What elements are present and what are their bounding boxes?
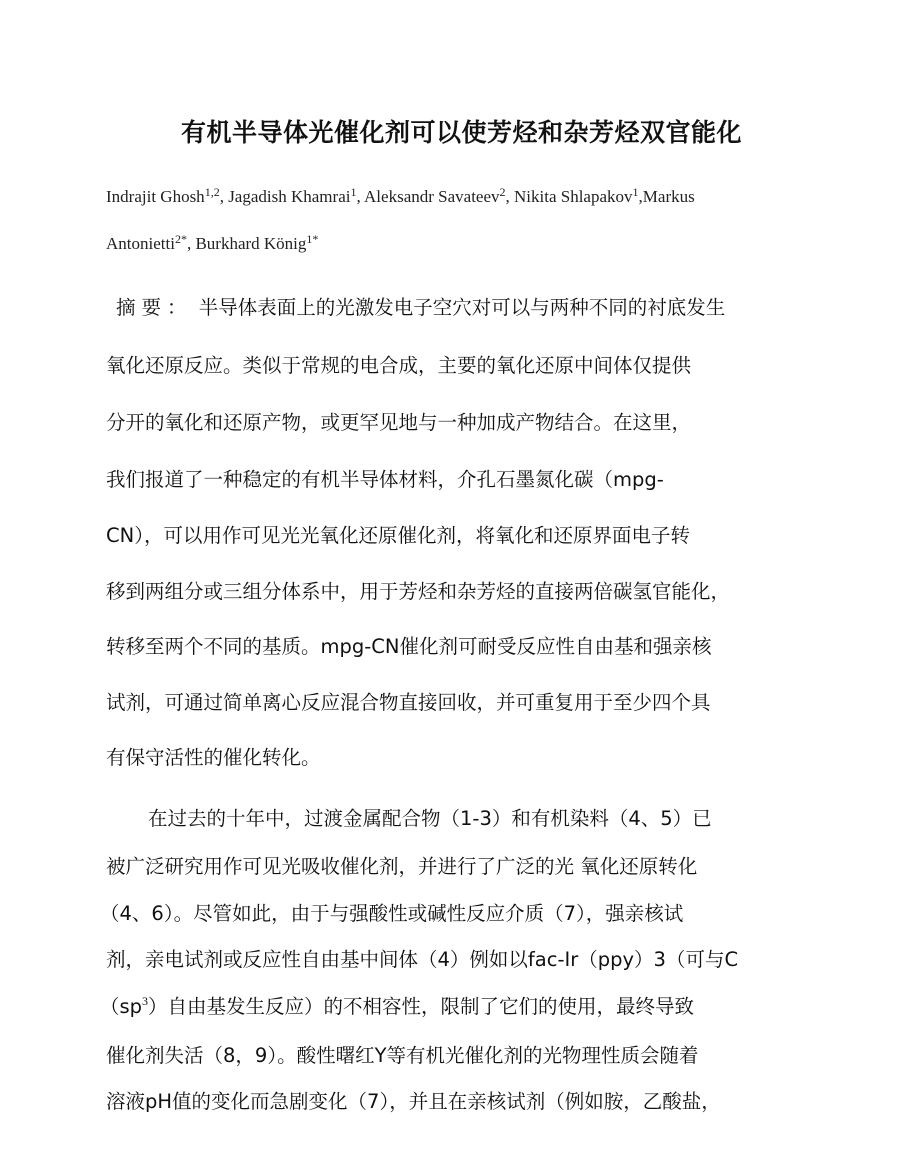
body-text: ）自由基发生反应）的不相容性，限制了它们的使用，最终导致 (148, 995, 695, 1018)
body-line: 催化剂失活（8，9）。酸性曙红Y等有机光催化剂的光物理性质会随着 (106, 1044, 699, 1067)
author-name: , Nikita Shlapakov (505, 187, 633, 206)
superscript: 3 (142, 994, 149, 1008)
abstract-line: 移到两组分或三组分体系中，用于芳烃和杂芳烃的直接两倍碳氢官能化， (106, 580, 731, 603)
body-text: （sp (100, 995, 143, 1018)
author-name: Indrajit Ghosh (106, 187, 205, 206)
body-line: 被广泛研究用作可见光吸收催化剂，并进行了广泛的光 氧化还原转化 (106, 855, 698, 878)
author-name: , Burkhard König (186, 234, 307, 253)
author-affiliation: 2* (174, 232, 187, 246)
author-affiliation: 1* (306, 232, 319, 246)
paper-title: 有机半导体光催化剂可以使芳烃和杂芳烃双官能化 (180, 118, 742, 147)
abstract-line: CN），可以用作可见光光氧化还原催化剂，将氧化和还原界面电子转 (106, 524, 690, 547)
abstract-line (116, 292, 725, 320)
abstract-line: 转移至两个不同的基质。mpg-CN催化剂可耐受反应性自由基和强亲核 (106, 635, 712, 658)
body-line: 在过去的十年中，过渡金属配合物（1-3）和有机染料（4、5）已 (148, 807, 712, 830)
author-affiliation: 1 (632, 185, 639, 199)
author-line-1 (106, 187, 826, 207)
abstract-text: 半导体表面上的光激发电子空穴对可以与两种不同的衬底发生 (198, 296, 726, 319)
author-name: ,Markus (638, 187, 695, 206)
body-line: 剂，亲电试剂或反应性自由基中间体（4）例如以fac-Ir（ppy）3（可与C (106, 948, 739, 971)
author-name: , Aleksandr Savateev (356, 187, 500, 206)
author-affiliation: 2 (499, 185, 506, 199)
author-name: Antonietti (106, 234, 175, 253)
body-line: 溶液pH值的变化而急剧变化（7），并且在亲核试剂（例如胺，乙酸盐， (106, 1090, 721, 1113)
author-affiliation: 1 (350, 185, 357, 199)
abstract-line: 我们报道了一种稳定的有机半导体材料，介孔石墨氮化碳（mpg- (106, 468, 664, 491)
body-line (100, 991, 694, 1019)
abstract-line: 有保守活性的催化转化。 (106, 746, 321, 769)
abstract-line: 试剂，可通过简单离心反应混合物直接回收，并可重复用于至少四个具 (106, 691, 711, 714)
abstract-line: 分开的氧化和还原产物，或更罕见地与一种加成产物结合。在这里， (106, 411, 692, 434)
abstract-line: 氧化还原反应。类似于常规的电合成，主要的氧化还原中间体仅提供 (106, 354, 692, 377)
abstract-label: 摘要： (116, 296, 193, 319)
author-name: , Jagadish Khamrai (219, 187, 351, 206)
author-line-2 (106, 234, 826, 254)
author-affiliation: 1,2 (204, 185, 220, 199)
body-line: （4、6）。尽管如此，由于与强酸性或碱性反应介质（7），强亲核试 (100, 902, 684, 925)
